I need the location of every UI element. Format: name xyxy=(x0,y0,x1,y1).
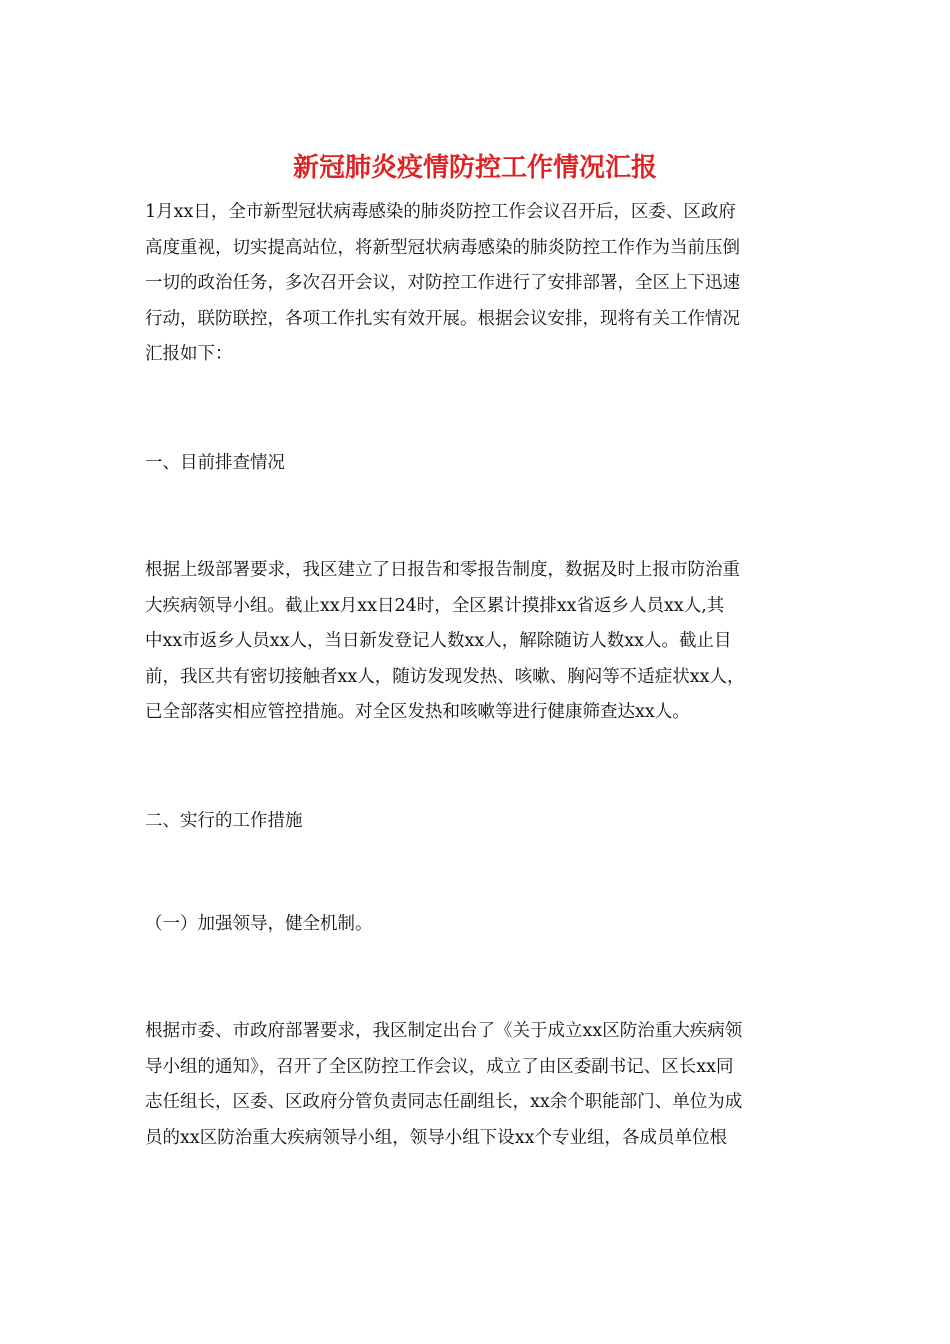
subsection-1-line: 员的xx区防治重大疾病领导小组，领导小组下设xx个专业组，各成员单位根 xyxy=(145,1127,727,1148)
subsection-1-paragraph xyxy=(145,1014,810,1156)
section-2-heading: 二、实行的工作措施 xyxy=(145,811,303,831)
section-1-line: 大疾病领导小组。截止xx月xx日24时，全区累计摸排xx省返乡人员xx人,其 xyxy=(145,595,725,616)
subsection-1-line: 根据市委、市政府部署要求，我区制定出台了《关于成立xx区防治重大疾病领 xyxy=(145,1021,743,1041)
section-1-line: 中xx市返乡人员xx人，当日新发登记人数xx人，解除随访人数xx人。截止目 xyxy=(145,631,732,652)
intro-line: 汇报如下： xyxy=(145,344,233,365)
intro-line: 一切的政治任务，多次召开会议，对防控工作进行了安排部署，全区上下迅速 xyxy=(145,273,740,294)
intro-line: 行动，联防联控，各项工作扎实有效开展。根据会议安排，现将有关工作情况 xyxy=(145,308,740,329)
section-1-paragraph xyxy=(145,553,810,731)
section-1-heading: 一、目前排查情况 xyxy=(145,453,285,473)
subsection-1-heading: （一）加强领导，健全机制。 xyxy=(145,914,373,934)
intro-line: 高度重视，切实提高站位，将新型冠状病毒感染的肺炎防控工作作为当前压倒 xyxy=(145,237,740,258)
intro-paragraph xyxy=(145,195,810,373)
subsection-1-line: 导小组的通知》，召开了全区防控工作会议，成立了由区委副书记、区长xx同 xyxy=(145,1056,734,1077)
section-1-line: 前，我区共有密切接触者xx人，随访发现发热、咳嗽、胸闷等不适症状xx人， xyxy=(145,666,745,687)
section-1-line: 已全部落实相应管控措施。对全区发热和咳嗽等进行健康筛查达xx人。 xyxy=(145,702,690,723)
section-1-line: 根据上级部署要求，我区建立了日报告和零报告制度，数据及时上报市防治重 xyxy=(145,560,740,580)
subsection-1-line: 志任组长，区委、区政府分管负责同志任副组长，xx余个职能部门、单位为成 xyxy=(145,1092,743,1113)
document-title: 新冠肺炎疫情防控工作情况汇报 xyxy=(292,153,657,183)
intro-line: 1月xx日，全市新型冠状病毒感染的肺炎防控工作会议召开后，区委、区政府 xyxy=(145,202,736,222)
